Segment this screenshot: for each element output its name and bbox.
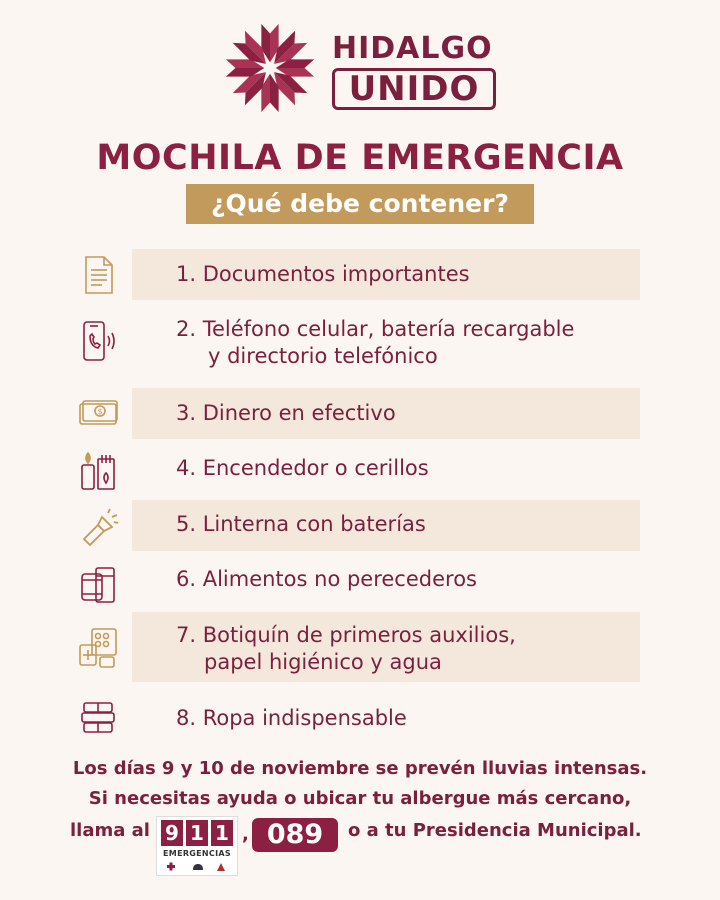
phone-icon <box>78 320 120 362</box>
page-subtitle: ¿Qué debe contener? <box>186 184 534 224</box>
list-item-text: 1. Documentos importantes <box>176 262 470 286</box>
badge-digit: 1 <box>186 820 208 846</box>
logo-hidalgo-text: HIDALGO <box>332 31 493 66</box>
list-item-text-line2: y directorio telefónico <box>208 344 438 368</box>
list-item-text: 4. Encendedor o cerillos <box>176 456 429 480</box>
folded-clothes-icon <box>78 697 120 739</box>
first-aid-icon <box>78 627 120 669</box>
document-icon <box>78 254 120 296</box>
list-item-2 <box>176 316 574 370</box>
number-089-badge: 089 <box>252 818 338 852</box>
list-item-4 <box>176 455 429 482</box>
flashlight-icon <box>78 505 120 547</box>
emergency-911-badge <box>156 816 238 876</box>
money-icon <box>78 392 120 434</box>
list-item-6 <box>176 566 477 593</box>
list-item-5 <box>176 511 426 538</box>
page-title: MOCHILA DE EMERGENCIA <box>96 138 624 178</box>
badge-emergencias-label: EMERGENCIAS <box>163 849 231 858</box>
footer-line-2: Si necesitas ayuda o ubicar tu albergue más cercano, <box>88 788 632 809</box>
hidalgo-unido-logo <box>222 20 502 120</box>
list-item-text: 3. Dinero en efectivo <box>176 401 396 425</box>
list-item-8 <box>176 705 407 732</box>
list-item-text: 2. Teléfono celular, batería recargable <box>176 317 575 341</box>
list-item-text-line2: papel higiénico y agua <box>204 650 442 674</box>
list-item-7 <box>176 622 516 676</box>
badge-digit: 9 <box>161 820 183 846</box>
list-item-text: 5. Linterna con baterías <box>176 512 426 536</box>
list-item-text: 6. Alimentos no perecederos <box>176 567 477 591</box>
star-emblem-icon <box>222 20 318 116</box>
emergency-services-icons <box>163 861 233 873</box>
lighter-matches-icon <box>78 449 120 491</box>
svg-text:$: $ <box>97 407 103 416</box>
list-item-3 <box>176 400 396 427</box>
logo-unido-text: UNIDO <box>332 68 496 110</box>
footer-call-prefix: llama al <box>70 820 150 841</box>
footer-call-suffix: o a tu Presidencia Municipal. <box>348 820 642 841</box>
list-item-1 <box>176 261 470 288</box>
list-item-text: 7. Botiquín de primeros auxilios, <box>176 623 516 647</box>
list-item-text: 8. Ropa indispensable <box>176 706 407 730</box>
footer-line-1: Los días 9 y 10 de noviembre se prevén lluvias intensas. <box>72 758 648 779</box>
footer-comma: , <box>242 824 249 845</box>
badge-digit: 1 <box>211 820 233 846</box>
footer-line-3 <box>0 816 720 876</box>
canned-food-icon <box>78 564 120 606</box>
